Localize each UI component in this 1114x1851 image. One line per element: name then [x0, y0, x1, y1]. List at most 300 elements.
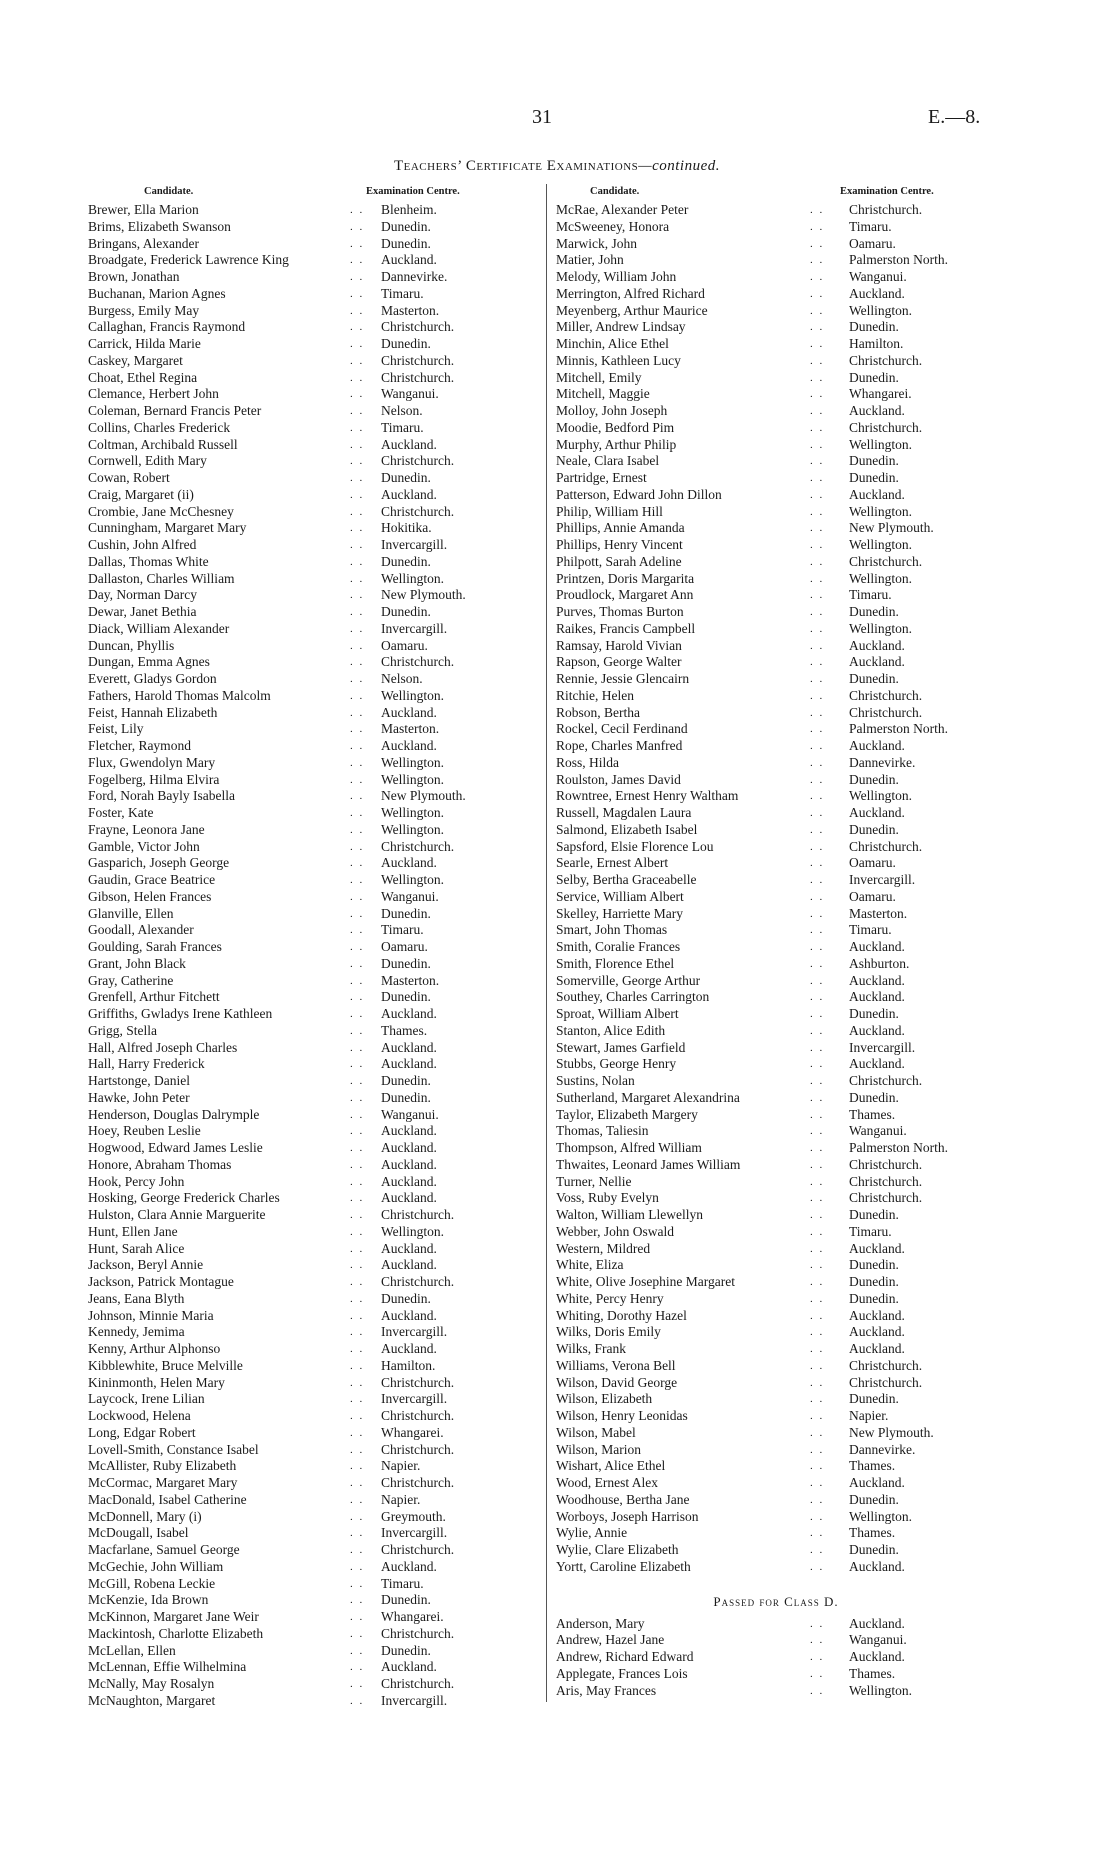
- candidate-name: Cowan, Robert: [88, 470, 170, 485]
- candidate-name: Gibson, Helen Frances: [88, 888, 212, 904]
- examination-centre: Palmerston North.: [849, 1140, 948, 1155]
- candidate-row: [556, 805, 996, 822]
- right-column-header: [556, 186, 996, 202]
- leader-dots: . .: [350, 1359, 365, 1372]
- examination-centre: Hokitika.: [381, 520, 432, 536]
- candidate-name: Sproat, William Albert: [556, 1006, 679, 1021]
- candidate-row: [88, 1274, 538, 1291]
- examination-centre: Christchurch.: [381, 1676, 455, 1691]
- candidate-name: Fathers, Harold Thomas Malcolm: [88, 687, 271, 703]
- leader-dots: . .: [810, 354, 825, 367]
- leader-dots: . .: [810, 1667, 825, 1680]
- examination-centre: Invercargill.: [381, 620, 448, 636]
- examination-centre: Auckland.: [849, 972, 905, 988]
- examination-centre: Invercargill.: [381, 1525, 448, 1541]
- candidate-row: [88, 772, 538, 789]
- leader-dots: . .: [810, 488, 825, 501]
- candidate-row: [88, 353, 538, 370]
- leader-dots: . .: [350, 321, 365, 334]
- examination-centre: Thames.: [381, 1022, 428, 1038]
- examination-centre: Invercargill.: [381, 1692, 448, 1708]
- examination-centre: Thames.: [849, 1665, 896, 1681]
- examination-centre: Auckland.: [381, 855, 437, 871]
- candidate-row: [556, 939, 996, 956]
- candidate-name: Diack, William Alexander: [88, 620, 230, 636]
- candidate-name: Minchin, Alice Ethel: [556, 336, 669, 351]
- candidate-header: Candidate.: [144, 186, 194, 197]
- candidate-row: [88, 688, 538, 705]
- candidate-name: Mackintosh, Charlotte Elizabeth: [88, 1625, 264, 1641]
- candidate-row: [88, 571, 538, 588]
- candidate-row: [88, 1626, 538, 1643]
- leader-dots: . .: [810, 1544, 825, 1556]
- candidate-name: Rockel, Cecil Ferdinand: [556, 721, 688, 737]
- candidate-name: Smith, Coralie Frances: [556, 939, 681, 954]
- candidate-row: [88, 236, 538, 253]
- leader-dots: . .: [350, 421, 365, 434]
- leader-dots: . .: [350, 1108, 365, 1121]
- candidate-row: [556, 487, 996, 504]
- candidate-name: Grenfell, Arthur Fitchett: [88, 989, 220, 1005]
- candidate-name: Andrew, Richard Edward: [556, 1649, 694, 1664]
- leader-dots: . .: [350, 1527, 365, 1540]
- candidate-name: Russell, Magdalen Laura: [556, 805, 692, 820]
- examination-centre: Auckland.: [849, 403, 905, 418]
- examination-centre: Dunedin.: [849, 671, 899, 686]
- candidate-name: Taylor, Elizabeth Margery: [556, 1106, 698, 1122]
- candidate-row: [88, 1576, 538, 1593]
- examination-centre: Whangarei.: [381, 1609, 444, 1624]
- leader-dots: . .: [350, 1041, 365, 1054]
- examination-centre: Palmerston North.: [849, 721, 948, 737]
- candidate-name: Proudlock, Margaret Ann: [556, 587, 694, 603]
- candidate-name: Lockwood, Helena: [88, 1408, 191, 1423]
- candidate-row: [556, 303, 996, 320]
- candidate-row: [88, 906, 538, 923]
- candidate-row: [88, 1458, 538, 1475]
- leader-dots: . .: [810, 1108, 825, 1121]
- candidate-row: [88, 805, 538, 822]
- examination-centre: Auckland.: [849, 1324, 905, 1340]
- leader-dots: . .: [350, 354, 365, 367]
- candidate-row: [556, 269, 996, 286]
- candidate-row: [556, 1140, 996, 1157]
- leader-dots: . .: [350, 606, 365, 618]
- candidate-row: [556, 1241, 996, 1258]
- examination-centre: Whangarei.: [849, 386, 912, 402]
- candidate-name: Meyenberg, Arthur Maurice: [556, 302, 708, 318]
- candidate-name: Murphy, Arthur Philip: [556, 436, 677, 452]
- candidate-name: Jackson, Beryl Annie: [88, 1257, 204, 1273]
- candidate-row: [556, 1649, 996, 1666]
- examination-centre: Dunedin.: [849, 369, 899, 385]
- candidate-name: Wilson, Henry Leonidas: [556, 1408, 688, 1423]
- leader-dots: . .: [810, 371, 825, 384]
- examination-centre: Dunedin.: [849, 319, 899, 335]
- leader-dots: . .: [810, 455, 825, 468]
- candidate-row: [88, 755, 538, 772]
- leader-dots: . .: [350, 1225, 365, 1238]
- examination-centre: Christchurch.: [381, 1408, 455, 1423]
- leader-dots: . .: [810, 874, 825, 886]
- examination-centre: Wellington.: [849, 302, 913, 318]
- examination-centre: Christchurch.: [849, 1190, 923, 1206]
- examination-centre: Christchurch.: [381, 654, 455, 670]
- candidate-row: [88, 219, 538, 236]
- candidate-name: Yortt, Caroline Elizabeth: [556, 1558, 691, 1574]
- candidate-row: [556, 386, 996, 403]
- leader-dots: . .: [810, 756, 825, 769]
- leader-dots: . .: [350, 1209, 365, 1221]
- candidate-name: Whiting, Dorothy Hazel: [556, 1307, 687, 1323]
- candidate-name: Brewer, Ella Marion: [88, 202, 199, 217]
- section-title: [0, 158, 1114, 175]
- examination-centre: Wanganui.: [849, 269, 907, 284]
- examination-centre: Auckland.: [849, 1307, 905, 1323]
- examination-centre: Wellington.: [849, 503, 913, 519]
- examination-centre: Dunedin.: [381, 470, 431, 485]
- candidate-name: Wilson, Mabel: [556, 1424, 636, 1440]
- leader-dots: . .: [350, 1443, 365, 1456]
- examination-centre: Auckland.: [849, 486, 905, 502]
- examination-centre: Dunedin.: [381, 905, 431, 921]
- candidate-name: Feist, Hannah Elizabeth: [88, 704, 218, 720]
- left-column: [88, 186, 538, 1710]
- candidate-row: [88, 453, 538, 470]
- leader-dots: . .: [810, 1426, 825, 1439]
- candidate-name: Ritchie, Helen: [556, 687, 634, 703]
- leader-dots: . .: [350, 371, 365, 384]
- examination-centre: Dunedin.: [849, 1257, 899, 1273]
- leader-dots: . .: [350, 840, 365, 853]
- candidate-name: McKinnon, Margaret Jane Weir: [88, 1609, 259, 1624]
- leader-dots: . .: [350, 941, 365, 953]
- candidate-row: [556, 1391, 996, 1408]
- examination-centre: Dunedin.: [849, 1290, 899, 1306]
- candidate-name: Flux, Gwendolyn Mary: [88, 754, 216, 770]
- candidate-name: McNaughton, Margaret: [88, 1692, 216, 1708]
- leader-dots: . .: [350, 1393, 365, 1406]
- examination-centre: Masterton.: [381, 972, 440, 988]
- candidate-row: [556, 1023, 996, 1040]
- leader-dots: . .: [350, 220, 365, 233]
- examination-centre: Wellington.: [381, 805, 445, 820]
- leader-dots: . .: [350, 1309, 365, 1322]
- examination-centre: Auckland.: [381, 1123, 437, 1139]
- examination-centre: Wanganui.: [381, 888, 439, 904]
- examination-centre: Auckland.: [381, 436, 437, 452]
- candidate-row: [556, 336, 996, 353]
- left-row-list: [88, 202, 538, 1710]
- candidate-row: [556, 453, 996, 470]
- leader-dots: . .: [350, 1426, 365, 1439]
- candidate-name: Frayne, Leonora Jane: [88, 821, 205, 837]
- candidate-name: Webber, John Oswald: [556, 1223, 674, 1239]
- examination-centre: Greymouth.: [381, 1508, 446, 1524]
- leader-dots: . .: [350, 790, 365, 803]
- candidate-row: [556, 1509, 996, 1526]
- candidate-name: Griffiths, Gwladys Irene Kathleen: [88, 1006, 273, 1021]
- candidate-row: [556, 202, 996, 219]
- leader-dots: . .: [810, 220, 825, 233]
- candidate-name: Skelley, Harriette Mary: [556, 905, 683, 921]
- leader-dots: . .: [810, 1527, 825, 1540]
- candidate-name: Hoey, Reuben Leslie: [88, 1123, 201, 1139]
- candidate-name: Collins, Charles Frederick: [88, 419, 231, 435]
- candidate-row: [556, 1458, 996, 1475]
- examination-centre: Christchurch.: [849, 352, 923, 368]
- leader-dots: . .: [350, 1694, 365, 1707]
- examination-centre: Nelson.: [381, 671, 423, 686]
- leader-dots: . .: [350, 1644, 365, 1657]
- candidate-name: Neale, Clara Isabel: [556, 453, 660, 469]
- examination-centre: Christchurch.: [381, 1274, 455, 1289]
- candidate-row: [556, 1090, 996, 1107]
- candidate-row: [88, 1375, 538, 1392]
- examination-centre: Christchurch.: [849, 1173, 923, 1189]
- candidate-name: Hawke, John Peter: [88, 1089, 190, 1105]
- candidate-name: Stewart, James Garfield: [556, 1039, 686, 1055]
- candidate-name: Cornwell, Edith Mary: [88, 453, 207, 469]
- leader-dots: . .: [810, 807, 825, 819]
- leader-dots: . .: [350, 1276, 365, 1288]
- leader-dots: . .: [350, 1158, 365, 1171]
- leader-dots: . .: [350, 622, 365, 635]
- candidate-row: [556, 956, 996, 973]
- leader-dots: . .: [350, 405, 365, 417]
- section-title-continued: —continued.: [638, 158, 721, 174]
- leader-dots: . .: [350, 1125, 365, 1138]
- candidate-name: Cushin, John Alfred: [88, 537, 197, 552]
- candidate-name: Minnis, Kathleen Lucy: [556, 352, 681, 368]
- leader-dots: . .: [350, 673, 365, 685]
- examination-centre: Dunedin.: [849, 771, 899, 787]
- leader-dots: . .: [350, 1326, 365, 1339]
- candidate-name: Thomas, Taliesin: [556, 1123, 649, 1139]
- leader-dots: . .: [810, 1393, 825, 1406]
- examination-centre: Wellington.: [381, 821, 445, 837]
- candidate-name: Phillips, Annie Amanda: [556, 520, 685, 536]
- candidate-name: Craig, Margaret (ii): [88, 486, 194, 502]
- examination-centre: Wellington.: [381, 687, 445, 703]
- candidate-row: [556, 654, 996, 671]
- candidate-name: Hartstonge, Daniel: [88, 1073, 190, 1088]
- candidate-row: [88, 956, 538, 973]
- examination-centre: Invercargill.: [381, 537, 448, 552]
- examination-centre: Thames.: [849, 1525, 896, 1541]
- candidate-row: [88, 1190, 538, 1207]
- candidate-name: Everett, Gladys Gordon: [88, 671, 217, 686]
- leader-dots: . .: [810, 421, 825, 434]
- leader-dots: . .: [810, 857, 825, 870]
- examination-centre: Dunedin.: [381, 604, 431, 619]
- leader-dots: . .: [810, 1510, 825, 1523]
- leader-dots: . .: [350, 1343, 365, 1355]
- right-row-list: [556, 202, 996, 1576]
- examination-centre: Auckland.: [381, 1341, 437, 1356]
- leader-dots: . .: [810, 1410, 825, 1422]
- examination-centre: Oamaru.: [381, 939, 428, 954]
- examination-centre: Wellington.: [849, 1682, 913, 1698]
- leader-dots: . .: [350, 572, 365, 585]
- candidate-row: [88, 554, 538, 571]
- examination-centre: Wellington.: [381, 570, 445, 586]
- candidate-row: [556, 571, 996, 588]
- leader-dots: . .: [350, 1376, 365, 1389]
- examination-centre: Timaru.: [381, 922, 424, 938]
- leader-dots: . .: [350, 304, 365, 317]
- candidate-row: [556, 252, 996, 269]
- leader-dots: . .: [810, 1634, 825, 1647]
- candidate-row: [556, 621, 996, 638]
- examination-centre: Oamaru.: [381, 637, 428, 653]
- candidate-row: [88, 922, 538, 939]
- candidate-name: Stanton, Alice Edith: [556, 1022, 666, 1038]
- candidate-row: [556, 1492, 996, 1509]
- examination-centre: Auckland.: [849, 1240, 905, 1256]
- candidate-name: Sapsford, Elsie Florence Lou: [556, 838, 714, 854]
- leader-dots: . .: [810, 237, 825, 250]
- candidate-name: Salmond, Elizabeth Isabel: [556, 821, 698, 837]
- candidate-row: [88, 1408, 538, 1425]
- candidate-row: [556, 554, 996, 571]
- right-column: [556, 186, 996, 1699]
- leader-dots: . .: [350, 237, 365, 250]
- candidate-row: [88, 504, 538, 521]
- examination-centre: Dunedin.: [849, 1391, 899, 1407]
- leader-dots: . .: [810, 388, 825, 401]
- candidate-row: [556, 219, 996, 236]
- examination-centre: Auckland.: [849, 637, 905, 653]
- examination-centre: Christchurch.: [849, 1073, 923, 1088]
- candidate-row: [556, 1308, 996, 1325]
- examination-centre: Dunedin.: [849, 1542, 899, 1557]
- examination-centre: Christchurch.: [849, 687, 923, 703]
- candidate-row: [556, 671, 996, 688]
- examination-centre: Christchurch.: [849, 1374, 923, 1390]
- candidate-name: Gamble, Victor John: [88, 838, 200, 854]
- candidate-row: [556, 1224, 996, 1241]
- candidate-row: [88, 1475, 538, 1492]
- candidate-row: [88, 1241, 538, 1258]
- examination-centre: Christchurch.: [849, 1357, 923, 1373]
- candidate-row: [556, 437, 996, 454]
- leader-dots: . .: [810, 706, 825, 719]
- candidate-row: [556, 1683, 996, 1700]
- examination-centre: Auckland.: [381, 1659, 437, 1675]
- examination-centre: Masterton.: [849, 905, 908, 921]
- leader-dots: . .: [810, 555, 825, 568]
- examination-centre: Napier.: [381, 1458, 421, 1474]
- leader-dots: . .: [810, 304, 825, 317]
- candidate-name: Applegate, Frances Lois: [556, 1665, 688, 1681]
- candidate-name: Hunt, Ellen Jane: [88, 1223, 178, 1239]
- examination-centre: Wellington.: [849, 570, 913, 586]
- leader-dots: . .: [350, 1024, 365, 1037]
- leader-dots: . .: [350, 488, 365, 501]
- examination-centre: Auckland.: [381, 1173, 437, 1189]
- examination-centre: Christchurch.: [381, 1475, 455, 1490]
- examination-centre: Dunedin.: [381, 1592, 431, 1608]
- leader-dots: . .: [350, 740, 365, 752]
- leader-dots: . .: [810, 1359, 825, 1372]
- examination-centre: Auckland.: [381, 738, 437, 753]
- candidate-row: [88, 973, 538, 990]
- leader-dots: . .: [350, 1594, 365, 1607]
- candidate-row: [88, 1559, 538, 1576]
- examination-centre: Oamaru.: [849, 855, 896, 871]
- examination-centre: Christchurch.: [849, 202, 923, 217]
- candidate-name: Aris, May Frances: [556, 1682, 657, 1698]
- candidate-row: [556, 1475, 996, 1492]
- candidate-name: Smart, John Thomas: [556, 922, 668, 938]
- examination-centre: Dunedin.: [849, 1491, 899, 1507]
- candidate-row: [556, 1207, 996, 1224]
- candidate-name: Melody, William John: [556, 269, 677, 284]
- candidate-name: Thwaites, Leonard James William: [556, 1156, 741, 1172]
- candidate-row: [88, 1224, 538, 1241]
- candidate-row: [88, 1174, 538, 1191]
- candidate-row: [88, 839, 538, 856]
- candidate-row: [556, 973, 996, 990]
- examination-centre: Wellington.: [381, 872, 445, 887]
- leader-dots: . .: [810, 1460, 825, 1473]
- candidate-name: Wylie, Annie: [556, 1525, 628, 1541]
- leader-dots: . .: [810, 606, 825, 618]
- candidate-name: Searle, Ernest Albert: [556, 855, 669, 871]
- candidate-name: Clemance, Herbert John: [88, 386, 219, 402]
- leader-dots: . .: [350, 1192, 365, 1205]
- candidate-row: [556, 839, 996, 856]
- examination-centre: Christchurch.: [381, 453, 455, 469]
- candidate-row: [556, 822, 996, 839]
- candidate-row: [88, 1542, 538, 1559]
- examination-centre: Auckland.: [849, 738, 905, 753]
- leader-dots: . .: [810, 656, 825, 669]
- examination-centre: Christchurch.: [381, 1441, 455, 1457]
- examination-centre: Christchurch.: [381, 352, 455, 368]
- leader-dots: . .: [350, 1292, 365, 1305]
- leader-dots: . .: [810, 957, 825, 970]
- candidate-name: Service, William Albert: [556, 888, 684, 904]
- candidate-row: [88, 889, 538, 906]
- examination-centre: Auckland.: [381, 1240, 437, 1256]
- candidate-name: Coleman, Bernard Francis Peter: [88, 403, 262, 418]
- leader-dots: . .: [350, 1678, 365, 1690]
- examination-centre: Dunedin.: [381, 1073, 431, 1088]
- candidate-name: Wilks, Frank: [556, 1341, 626, 1356]
- leader-dots: . .: [350, 1058, 365, 1071]
- candidate-name: McKenzie, Ida Brown: [88, 1592, 209, 1608]
- candidate-name: Burgess, Emily May: [88, 302, 200, 318]
- leader-dots: . .: [350, 957, 365, 970]
- leader-dots: . .: [350, 338, 365, 350]
- candidate-name: Molloy, John Joseph: [556, 403, 668, 418]
- leader-dots: . .: [810, 438, 825, 451]
- candidate-row: [88, 487, 538, 504]
- examination-centre: Thames.: [849, 1106, 896, 1122]
- examination-centre: Oamaru.: [849, 235, 896, 251]
- leader-dots: . .: [810, 907, 825, 920]
- candidate-name: Printzen, Doris Margarita: [556, 570, 695, 586]
- leader-dots: . .: [350, 1460, 365, 1473]
- candidate-row: [88, 1609, 538, 1626]
- candidate-row: [556, 587, 996, 604]
- candidate-name: Goodall, Alexander: [88, 922, 194, 938]
- examination-centre: Christchurch.: [849, 838, 923, 854]
- candidate-name: McLellan, Ellen: [88, 1642, 176, 1658]
- leader-dots: . .: [350, 773, 365, 786]
